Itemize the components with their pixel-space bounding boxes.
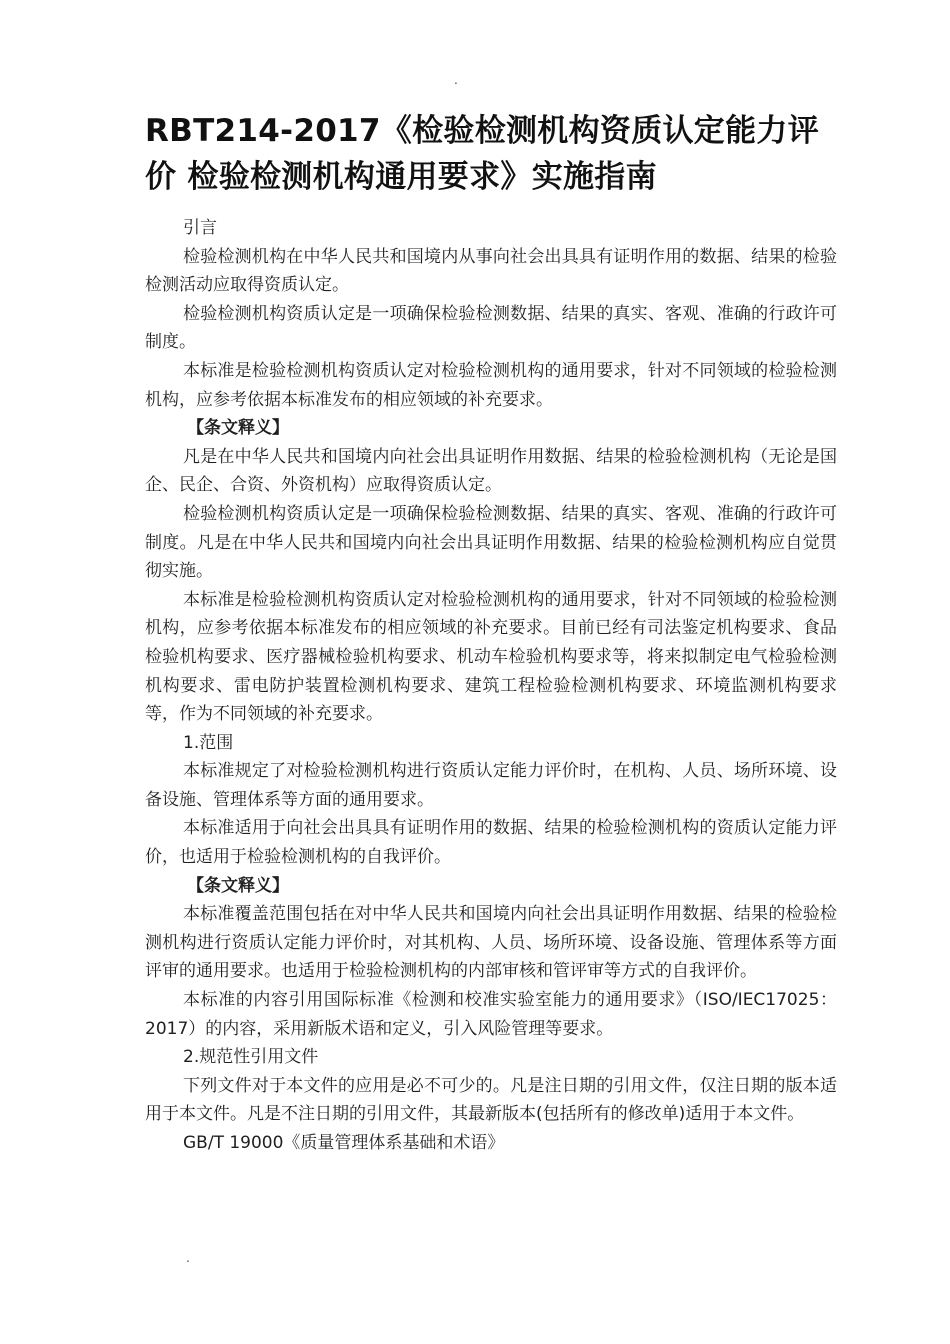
paragraph: 本标准适用于向社会出具具有证明作用的数据、结果的检验检测机构的资质认定能力评价，也适用于检验检测机构的自我评价。 bbox=[145, 818, 837, 868]
document-title: RBT214-2017《检验检测机构资质认定能力评价 检验检测机构通用要求》实施指南 bbox=[145, 113, 819, 195]
clause-interpretation-heading: 【条文释义】 bbox=[187, 418, 289, 439]
paragraph: 检验检测机构资质认定是一项确保检验检测数据、结果的真实、客观、准确的行政许可制度。凡是在中华人民共和国境内向社会出具证明作用数据、结果的检验检测机构应自觉贯彻实施。 bbox=[145, 503, 837, 582]
paragraph: 凡是在中华人民共和国境内向社会出具证明作用数据、结果的检验检测机构（无论是国企、民企、合资、外资机构）应取得资质认定。 bbox=[145, 446, 837, 496]
paragraph: 本标准是检验检测机构资质认定对检验检测机构的通用要求，针对不同领域的检验检测机构，应参考依据本标准发布的相应领域的补充要求。 bbox=[145, 360, 837, 410]
paragraph: 检验检测机构资质认定是一项确保检验检测数据、结果的真实、客观、准确的行政许可制度。 bbox=[145, 303, 837, 353]
section-heading-scope: 1.范围 bbox=[183, 732, 234, 753]
clause-interpretation-heading: 【条文释义】 bbox=[187, 875, 289, 896]
paragraph: 本标准的内容引用国际标准《检测和校准实验室能力的通用要求》（ISO/IEC17025：2017）的内容，采用新版术语和定义，引入风险管理等要求。 bbox=[145, 990, 837, 1039]
paragraph: 检验检测机构在中华人民共和国境内从事向社会出具具有证明作用的数据、结果的检验检测活动应取得资质认定。 bbox=[145, 246, 837, 296]
reference-item: GB/T 19000《质量管理体系基础和术语》 bbox=[183, 1133, 505, 1153]
document-page bbox=[145, 108, 837, 1158]
paragraph: 本标准规定了对检验检测机构进行资质认定能力评价时，在机构、人员、场所环境、设备设施、管理体系等方面的通用要求。 bbox=[145, 761, 837, 810]
paragraph: 本标准覆盖范围包括在对中华人民共和国境内向社会出具证明作用数据、结果的检验检测机构进行资质认定能力评价时，对其机构、人员、场所环境、设备设施、管理体系等方面评审的通用要求。也适用于检验检测机构的内部审核和管评审等方式的自我评价。 bbox=[145, 904, 837, 982]
paragraph: 本标准是检验检测机构资质认定对检验检测机构的通用要求，针对不同领域的检验检测机构，应参考依据本标准发布的相应领域的补充要求。目前已经有司法鉴定机构要求、食品检验机构要求、医疗器械检验机构要求、机动车检验机构要求等，将来拟制定电气检验检测机构要求、雷电防护装置检测机构要求、建筑工程检验检测机构要求、环境监测机构要求等，作为不同领域的补充要求。 bbox=[145, 589, 837, 725]
document-body bbox=[145, 214, 837, 1158]
paragraph: 下列文件对于本文件的应用是必不可少的。凡是注日期的引用文件，仅注日期的版本适用于本文件。凡是不注日期的引用文件，其最新版本(包括所有的修改单)适用于本文件。 bbox=[145, 1075, 837, 1125]
page-bottom-mark: . bbox=[186, 1251, 190, 1265]
page-top-mark: . bbox=[454, 73, 458, 87]
paragraph-introduction-heading: 引言 bbox=[183, 218, 217, 238]
section-heading-normative-references: 2.规范性引用文件 bbox=[183, 1047, 319, 1068]
